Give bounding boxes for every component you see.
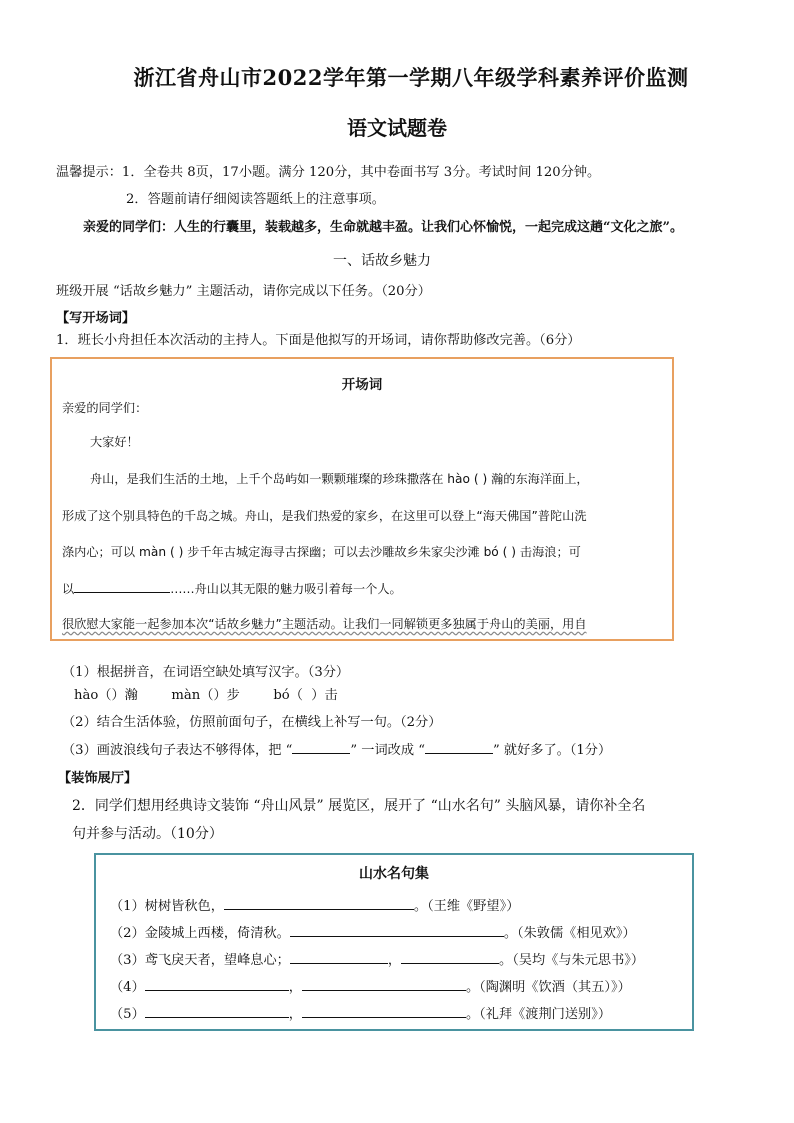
answer-blank-replacement[interactable] (425, 741, 493, 754)
tag-opening-speech: 【写开场词】 (56, 311, 136, 326)
poem-3-prompt: （3）鸢飞戾天者，望峰息心； (110, 953, 290, 968)
poem-3-blank-b[interactable] (401, 951, 499, 964)
poem-5-source: 。（礼拜《渡荆门送别》） (465, 1007, 612, 1022)
subquestion-3-part-b: ” 一词改成 “ (350, 743, 425, 758)
subquestion-3 (62, 739, 611, 758)
section-1-heading: 一、话故乡魅力 (333, 253, 431, 269)
poem-2-blank[interactable] (290, 924, 504, 937)
poem-4-source: 。（陶渊明《饮酒（其五）》） (465, 980, 631, 995)
poem-line-2 (110, 922, 636, 941)
poem-4-blank-a[interactable] (145, 978, 289, 991)
tips-line-2: 2．答题前请仔细阅读答题纸上的注意事项。 (126, 192, 385, 207)
speech-paragraph-5-wavy: 很欣慰大家能一起参加本次“话故乡魅力”主题活动。让我们一同解锁更多独属于舟山的美丽，用自 (62, 617, 587, 631)
answer-blank-word[interactable] (292, 741, 350, 754)
motto: 亲爱的同学们：人生的行囊里，装载越多，生命就越丰盈。让我们心怀愉悦，一起完成这趟“文化之旅”。 (83, 220, 683, 235)
poem-5-blank-b[interactable] (302, 1005, 466, 1018)
poem-line-5 (110, 1003, 611, 1022)
poem-2-prompt: （2）金陵城上西楼，倚清秋。 (110, 926, 290, 941)
speech-paragraph-2: 形成了这个别具特色的千岛之城。舟山，是我们热爱的家乡，在这里可以登上“海天佛国”普陀山洗 (62, 509, 587, 523)
section-1-intro: 班级开展 “话故乡魅力” 主题活动，请你完成以下任务。（20分） (56, 284, 431, 299)
poem-1-prompt: （1）树树皆秋色， (110, 899, 224, 914)
speech-paragraph-1: 舟山，是我们生活的土地，上千个岛屿如一颗颗璀璨的珍珠撒落在 hào ( ) 瀚的东海洋面上， (90, 472, 589, 486)
subquestion-2: （2）结合生活体验，仿照前面句子，在横线上补写一句。（2分） (62, 715, 442, 730)
subquestion-3-part-c: ” 就好多了。（1分） (492, 743, 612, 758)
pinyin-blanks: hào（）瀚 màn（）步 bó（ ）击 (74, 688, 338, 703)
speech-blank[interactable] (74, 580, 170, 593)
poem-3-source: 。（吴均《与朱元思书》） (499, 953, 645, 968)
opening-speech-box (50, 357, 674, 641)
speech-p4-end: ……舟山以其无限的魅力吸引着每一个人。 (170, 582, 402, 596)
poem-5-blank-a[interactable] (145, 1005, 289, 1018)
poem-5-comma: ， (288, 1007, 302, 1022)
poem-4-prompt: （4） (110, 980, 145, 995)
speech-paragraph-4 (62, 580, 402, 597)
poem-1-source: 。（王维《野望》） (413, 899, 520, 914)
poem-4-comma: ， (288, 980, 302, 995)
speech-hello: 大家好！ (90, 435, 139, 449)
poem-5-prompt: （5） (110, 1007, 145, 1022)
poem-4-blank-b[interactable] (302, 978, 466, 991)
subquestion-1: （1）根据拼音，在词语空缺处填写汉字。（3分） (62, 665, 350, 680)
speech-title: 开场词 (341, 377, 383, 393)
poem-3-comma: ， (387, 953, 402, 968)
poem-box-title: 山水名句集 (359, 866, 429, 882)
poem-collection-box (94, 853, 694, 1031)
page-subtitle: 语文试题卷 (347, 116, 447, 140)
tag-decorate-hall: 【装饰展厅】 (58, 771, 138, 786)
speech-p4-start: 以 (62, 582, 75, 596)
tips-line-1: 温馨提示：1．全卷共 8页，17小题。满分 120分，其中卷面书写 3分。考试时间 120分钟。 (56, 165, 601, 180)
question-2-line-1: 2．同学们想用经典诗文装饰 “舟山风景” 展览区，展开了 “山水名句” 头脑风暴，请你补全名 (72, 798, 646, 814)
question-2-line-2: 句并参与活动。（10分） (72, 826, 223, 842)
subquestion-3-part-a: （3）画波浪线句子表达不够得体，把 “ (62, 743, 293, 758)
poem-line-4 (110, 976, 631, 995)
poem-3-blank-a[interactable] (290, 951, 388, 964)
poem-line-3 (110, 949, 644, 968)
speech-paragraph-3: 涤内心；可以 màn ( ) 步千年古城定海寻古探幽；可以去沙雕故乡朱家尖沙滩 bó ( ) 击海浪；可 (62, 545, 581, 559)
poem-1-blank[interactable] (224, 897, 414, 910)
poem-2-source: 。（朱敦儒《相见欢》） (503, 926, 636, 941)
speech-greeting: 亲爱的同学们： (62, 401, 148, 415)
question-1: 1．班长小舟担任本次活动的主持人。下面是他拟写的开场词，请你帮助修改完善。（6分） (56, 333, 581, 348)
poem-line-1 (110, 895, 519, 914)
page-title: 浙江省舟山市2022学年第一学期八年级学科素养评价监测 (133, 65, 689, 90)
